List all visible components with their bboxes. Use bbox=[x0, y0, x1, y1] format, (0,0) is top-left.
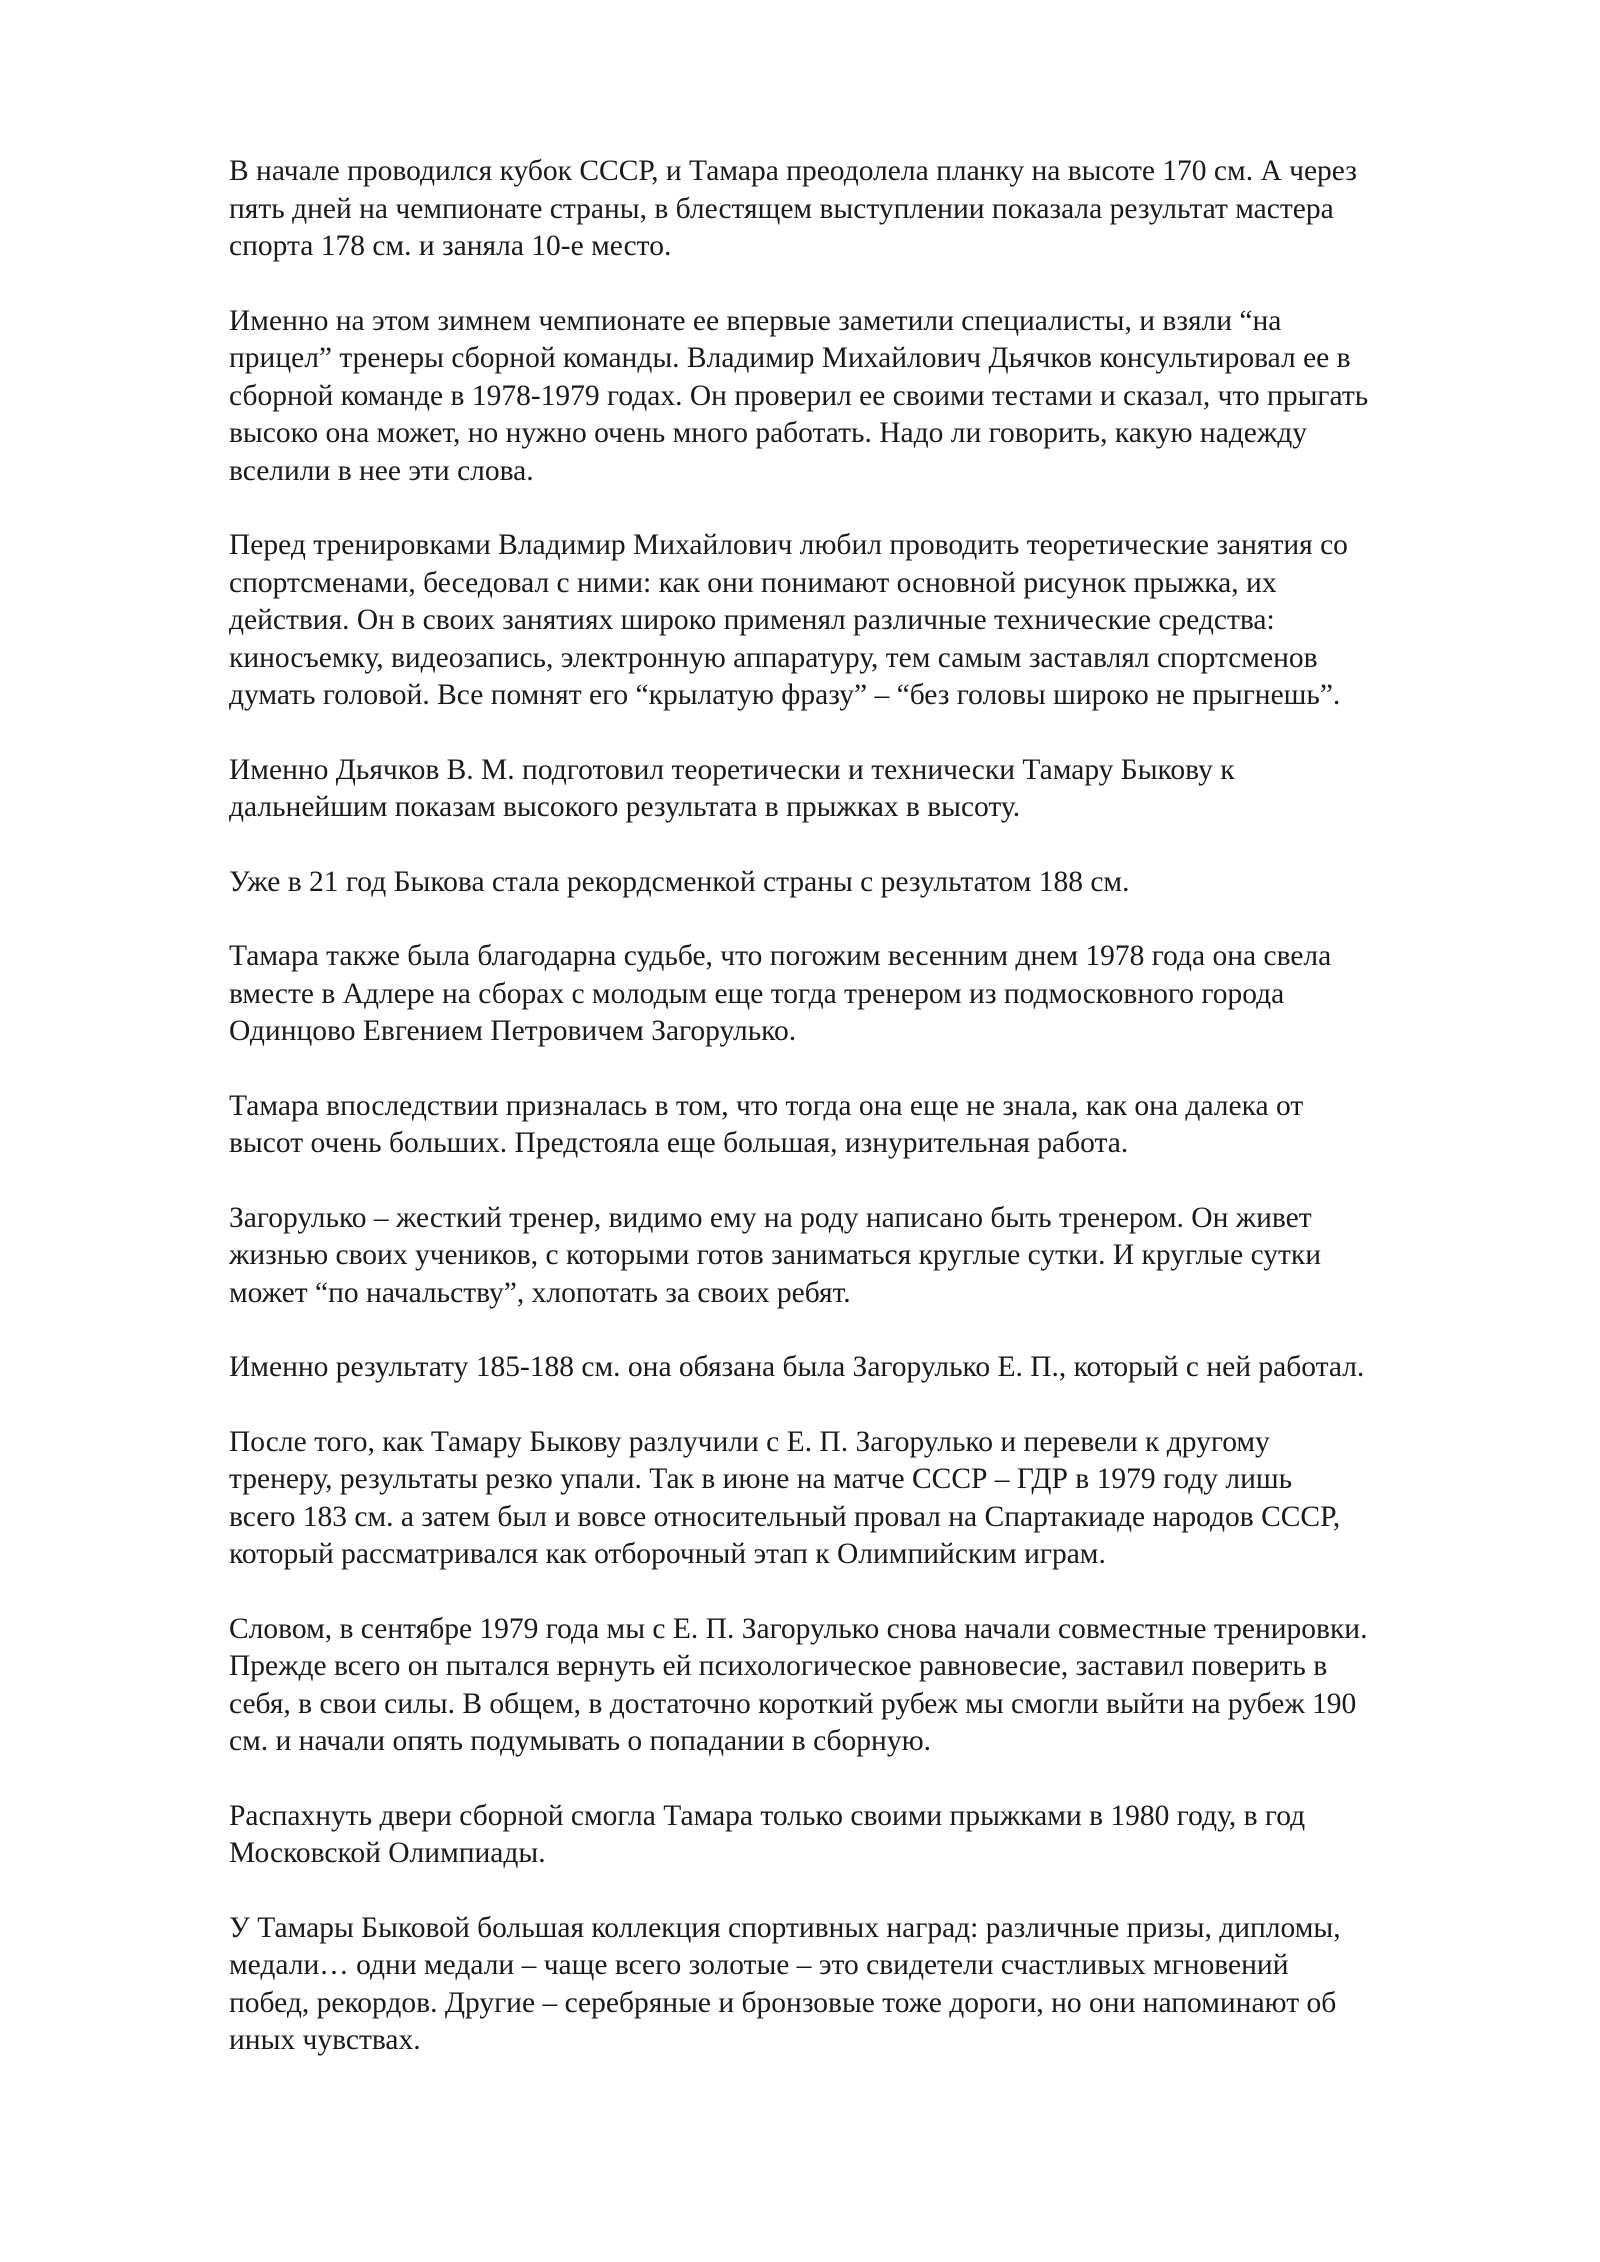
paragraph-6: Тамара также была благодарна судьбе, что погожим весенним днем 1978 года она свела вместе в Адлере на сборах с молодым еще тогда тренером из подмосковного города Одинцово Евгением Петровичем Загорулько. bbox=[229, 940, 1332, 1047]
paragraph-11: Словом, в сентябре 1979 года мы с Е. П. Загорулько снова начали совместные тренировки. Прежде всего он пытался вернуть ей психологическое равновесие, заставил поверить в себя, в свои силы. В общем, в достаточно короткий рубеж мы смогли выйти на рубеж 190 см. и начали опять подумывать о попадании в сборную. bbox=[229, 1612, 1368, 1757]
paragraph-3: Перед тренировками Владимир Михайлович любил проводить теоретические занятия со спортсменами, беседовал с ними: как они понимают основной рисунок прыжка, их действия. Он в своих занятиях широко применял различные технические средства: киносъемку, видеозапись, электронную аппаратуру, тем самым заставлял спортсменов думать головой. Все помнят его “крылатую фразу” – “без головы широко не прыгнешь”. bbox=[229, 529, 1348, 711]
paragraph-12: Распахнуть двери сборной смогла Тамара только своими прыжками в 1980 году, в год Московской Олимпиады. bbox=[229, 1799, 1306, 1869]
paragraph-1: В начале проводился кубок СССР, и Тамара преодолела планку на высоте 170 см. А через пять дней на чемпионате страны, в блестящем выступлении показала результат мастера спорта 178 см. и заняла 10-е место. bbox=[229, 155, 1357, 262]
document-body bbox=[229, 153, 1519, 2097]
paragraph-8: Загорулько – жесткий тренер, видимо ему на роду написано быть тренером. Он живет жизнью своих учеников, с которыми готов заниматься круглые сутки. И круглые сутки может “по начальству”, хлопотать за своих ребят. bbox=[229, 1201, 1322, 1309]
paragraph-7: Тамара впоследствии призналась в том, что тогда она еще не знала, как она далека от высот очень больших. Предстояла еще большая, изнурительная работа. bbox=[229, 1089, 1304, 1159]
paragraph-2: Именно на этом зимнем чемпионате ее впервые заметили специалисты, и взяли “на прицел” тренеры сборной команды. Владимир Михайлович Дьячков консультировал ее в сборной команде в 1978-1979 годах. Он проверил ее своими тестами и сказал, что прыгать высоко она может, но нужно очень много работать. Надо ли говорить, какую надежду вселили в нее эти слова. bbox=[229, 304, 1369, 487]
paragraph-13: У Тамары Быковой большая коллекция спортивных наград: различные призы, дипломы, медали… одни медали – чаще всего золотые – это свидетели счастливых мгновений побед, рекордов. Другие – серебряные и бронзовые тоже дороги, но они напоминают об иных чувствах. bbox=[229, 1911, 1341, 2056]
paragraph-5: Уже в 21 год Быкова стала рекордсменкой страны с результатом 188 см. bbox=[229, 865, 1130, 898]
paragraph-4: Именно Дьячков В. М. подготовил теоретически и технически Тамару Быкову к дальнейшим показам высокого результата в прыжках в высоту. bbox=[229, 753, 1235, 823]
paragraph-9: Именно результату 185-188 см. она обязана была Загорулько Е. П., который с ней работал. bbox=[229, 1351, 1365, 1383]
paragraph-10: После того, как Тамару Быкову разлучили с Е. П. Загорулько и перевели к другому тренеру, результаты резко упали. Так в июне на матче СССР – ГДР в 1979 году лишь всего 183 см. а затем был и вовсе относительный провал на Спартакиаде народов СССР, который рассматривался как отборочный этап к Олимпийским играм. bbox=[229, 1425, 1341, 1570]
